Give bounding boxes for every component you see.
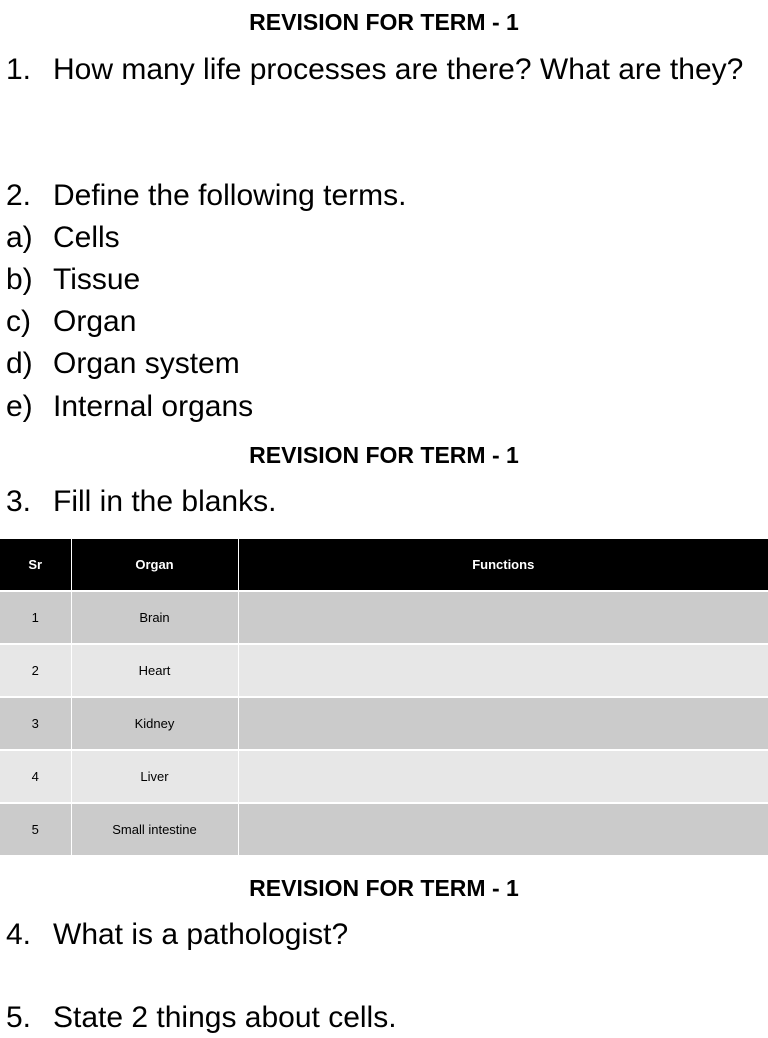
question-text: Define the following terms. — [53, 179, 407, 212]
term-text: Tissue — [53, 263, 141, 296]
term-marker: d) — [6, 347, 33, 380]
table-row — [0, 644, 768, 697]
cell-sr: 2 — [0, 644, 71, 697]
organ-functions-table — [0, 539, 768, 855]
cell-sr: 1 — [0, 591, 71, 644]
question-3 — [6, 482, 746, 522]
term-a — [6, 218, 746, 258]
cell-organ: Kidney — [71, 697, 238, 750]
question-number: 3. — [6, 485, 32, 518]
page-heading: REVISION FOR TERM - 1 — [249, 9, 519, 35]
table-row — [0, 803, 768, 855]
term-text: Internal organs — [53, 390, 254, 423]
term-e — [6, 387, 746, 427]
question-number: 2. — [6, 179, 32, 212]
cell-sr: 5 — [0, 803, 71, 855]
cell-function[interactable] — [238, 591, 768, 644]
question-text: Fill in the blanks. — [53, 485, 277, 518]
term-text: Cells — [53, 221, 120, 254]
page-heading: REVISION FOR TERM - 1 — [249, 875, 519, 901]
term-c — [6, 302, 746, 342]
table-row — [0, 697, 768, 750]
question-text: State 2 things about cells. — [53, 1001, 397, 1034]
term-marker: c) — [6, 305, 31, 338]
cell-organ: Brain — [71, 591, 238, 644]
cell-sr: 4 — [0, 750, 71, 803]
column-header-organ: Organ — [71, 539, 238, 591]
table-row — [0, 750, 768, 803]
cell-function[interactable] — [238, 697, 768, 750]
cell-organ: Small intestine — [71, 803, 238, 855]
cell-organ: Heart — [71, 644, 238, 697]
column-header-functions: Functions — [238, 539, 768, 591]
question-1 — [6, 50, 746, 90]
question-number: 5. — [6, 1001, 32, 1034]
page-heading: REVISION FOR TERM - 1 — [249, 442, 519, 468]
table-row — [0, 591, 768, 644]
question-number: 1. — [6, 53, 32, 86]
question-4 — [6, 915, 746, 955]
term-b — [6, 260, 746, 300]
cell-sr: 3 — [0, 697, 71, 750]
table-header-row — [0, 539, 768, 591]
question-5 — [6, 998, 746, 1038]
term-marker: b) — [6, 263, 33, 296]
term-marker: e) — [6, 390, 33, 423]
cell-function[interactable] — [238, 803, 768, 855]
term-d — [6, 344, 746, 384]
term-text: Organ — [53, 305, 137, 338]
term-marker: a) — [6, 221, 33, 254]
question-text: What is a pathologist? — [53, 918, 349, 951]
cell-function[interactable] — [238, 750, 768, 803]
question-number: 4. — [6, 918, 32, 951]
question-2 — [6, 176, 746, 216]
question-text: How many life processes are there? What are they? — [53, 53, 744, 86]
term-text: Organ system — [53, 347, 240, 380]
column-header-sr: Sr — [0, 539, 71, 591]
cell-organ: Liver — [71, 750, 238, 803]
cell-function[interactable] — [238, 644, 768, 697]
